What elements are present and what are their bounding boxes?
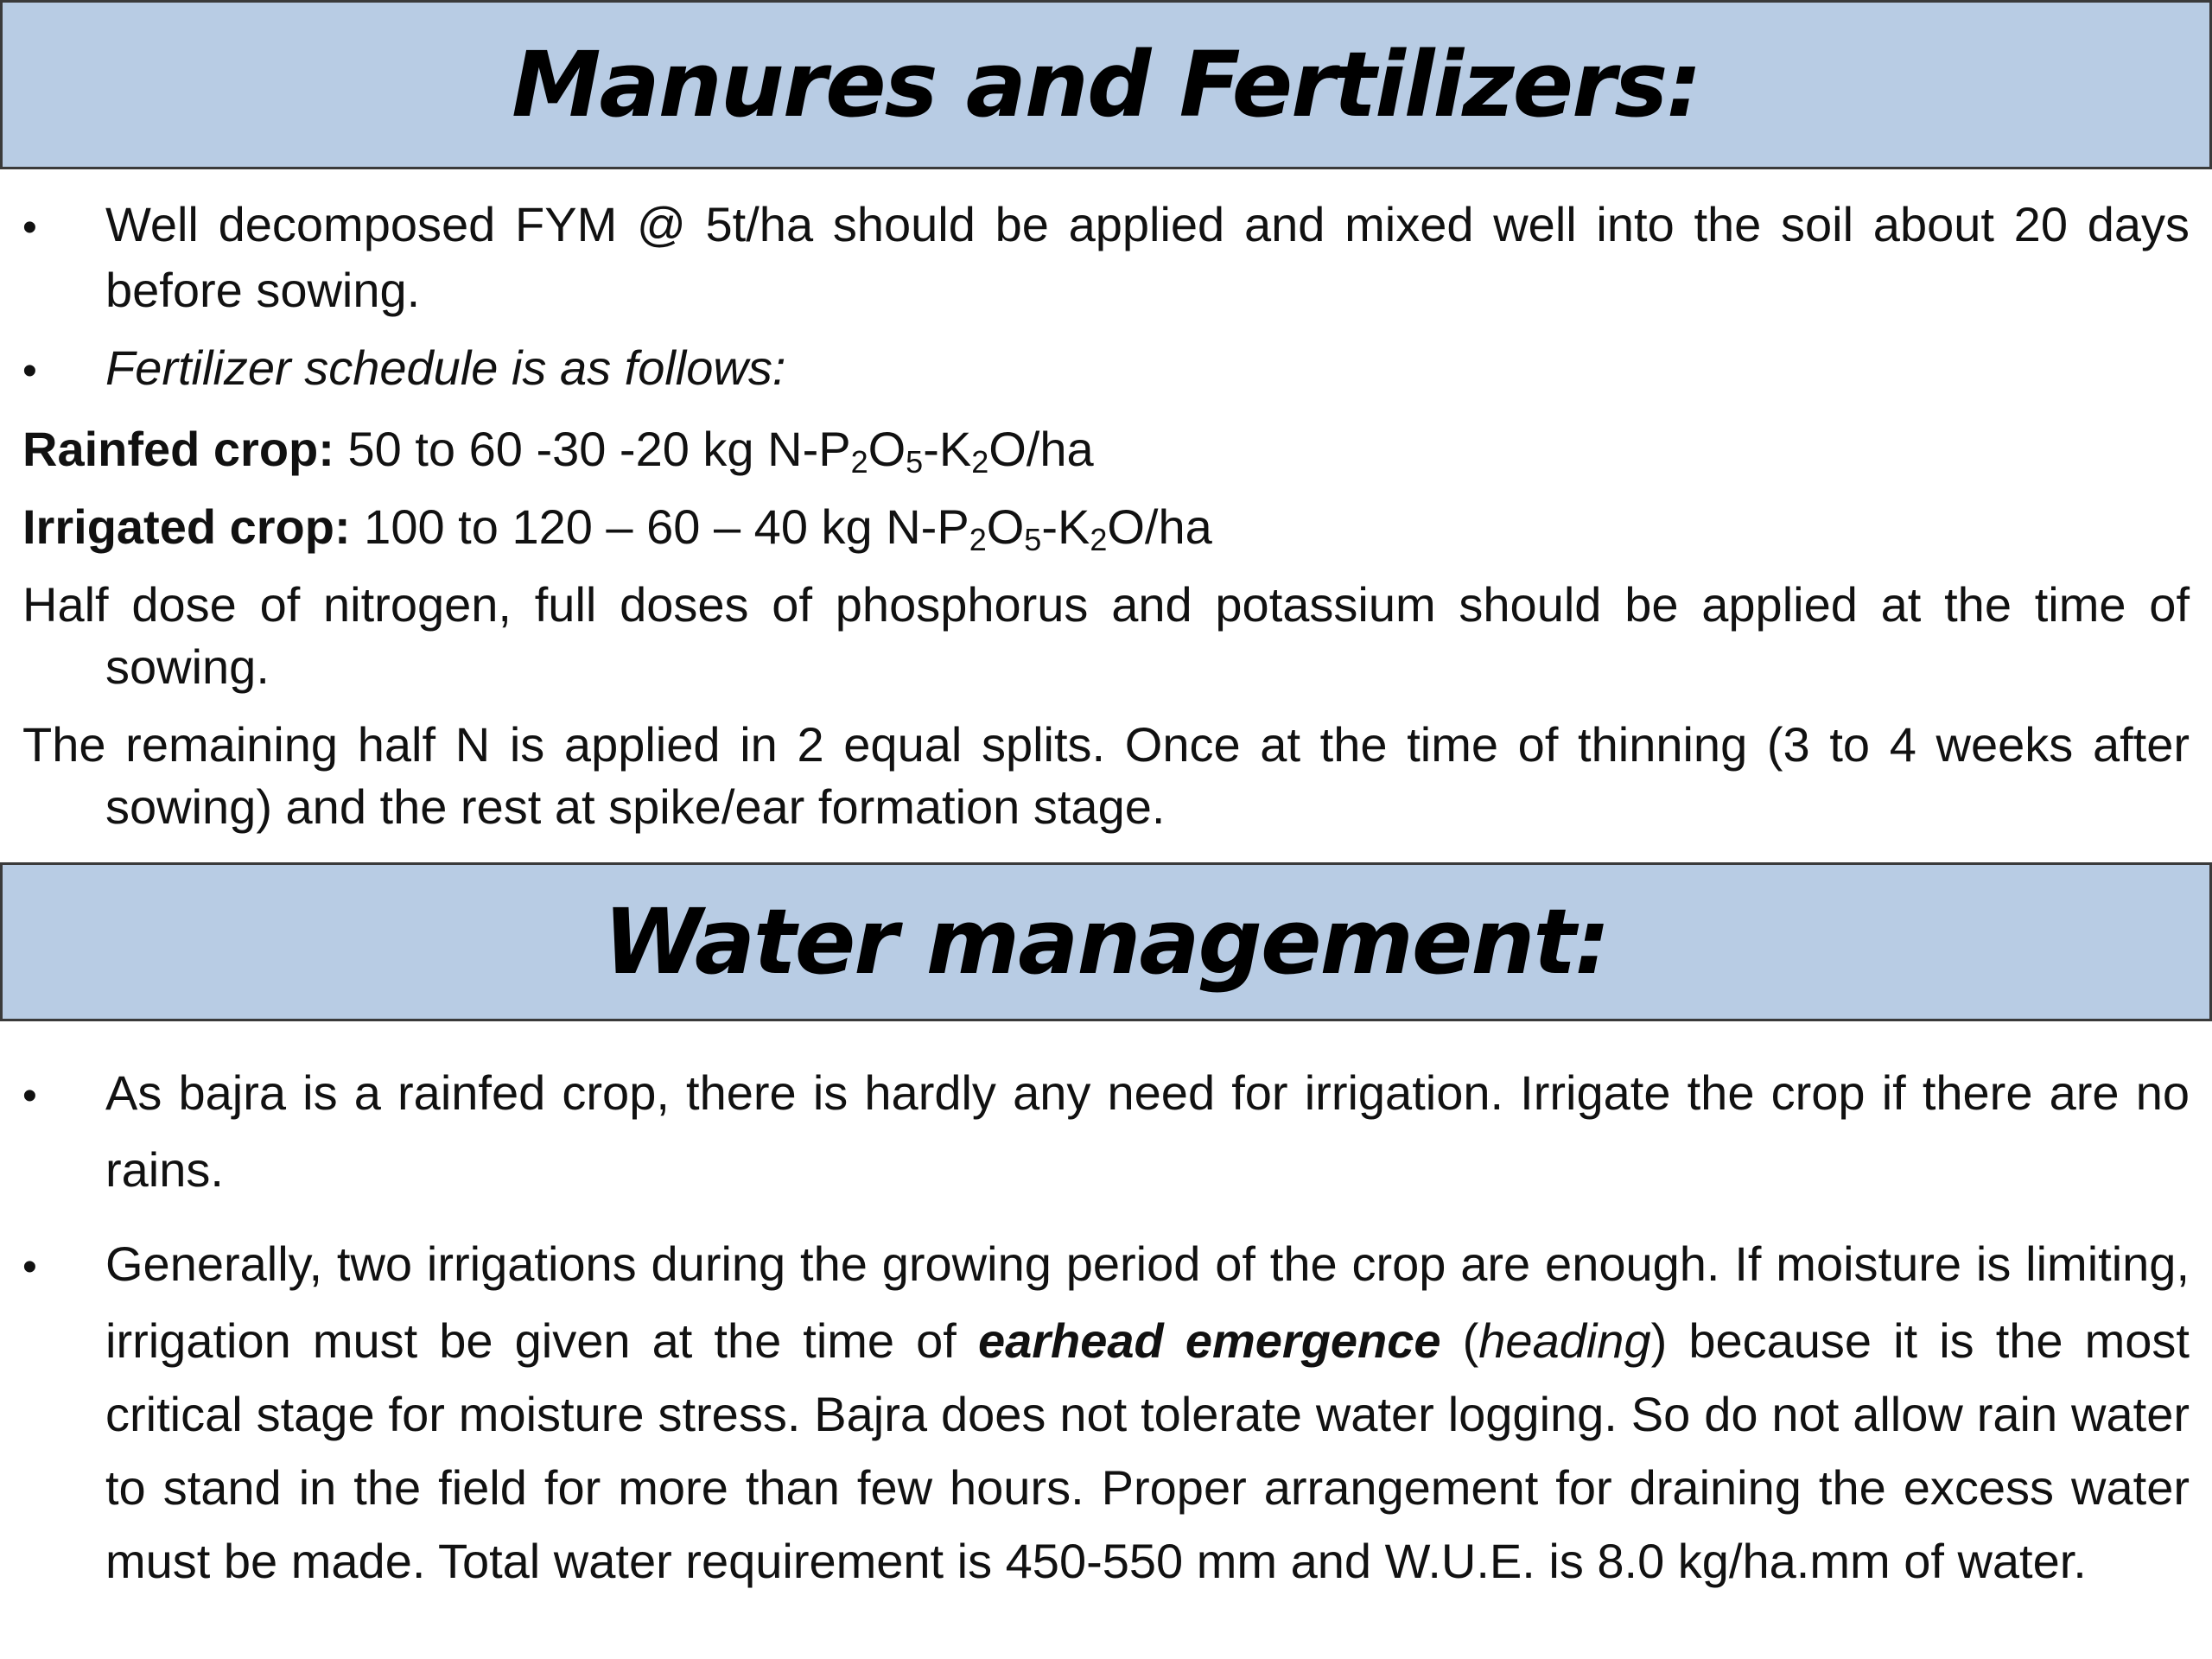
- irrigated-line: [22, 496, 2190, 558]
- rainfed-value: 50 to 60 -30 -20 kg N-P: [334, 422, 851, 476]
- section-manures: [0, 194, 2212, 854]
- remaining-text: The remaining half N is applied in 2 equal splits. Once at the time of thinning (3 to 4 weeks after sowing) and the rest at spike/ear formation stage.: [22, 717, 2190, 834]
- subscript: 5: [906, 444, 924, 480]
- heading-emphasis: heading: [1478, 1313, 1651, 1368]
- heading-water: Water management:: [603, 889, 1609, 995]
- list-item-water-need: [22, 1056, 2190, 1206]
- schedule-text: Fertilizer schedule is as follows:: [105, 340, 786, 395]
- formula-part: O/ha: [988, 422, 1094, 476]
- heading-manures: Manures and Fertilizers:: [512, 32, 1700, 137]
- irrigation-text-3: ) because it is the most critical stage for moisture stress. Bajra does not tolerate water logging. So do not allow rain water to stand in the field for more than few hours. Proper arrangement for draining the excess water must be made. Total water requirement is 450-550 mm and W.U.E. is 8.0 kg/ha.mm of water.: [105, 1313, 2190, 1588]
- formula-part: O: [986, 499, 1025, 554]
- section-header-manures: [0, 0, 2212, 169]
- bullet-icon: •: [22, 205, 37, 251]
- section-header-water: [0, 862, 2212, 1021]
- rainfed-label: Rainfed crop:: [22, 422, 334, 476]
- irrigated-label: Irrigated crop:: [22, 499, 351, 554]
- subscript: 2: [969, 522, 987, 557]
- formula-part: O: [868, 422, 906, 476]
- subscript: 5: [1024, 522, 1042, 557]
- fym-text: Well decomposed FYM @ 5t/ha should be applied and mixed well into the soil about 20 days before sowing.: [105, 197, 2190, 317]
- bullet-icon: •: [22, 1073, 37, 1119]
- irrigated-value: 100 to 120 – 60 – 40 kg N-P: [350, 499, 969, 554]
- half-dose-text: Half dose of nitrogen, full doses of phosphorus and potassium should be applied at the time of sowing.: [22, 577, 2190, 694]
- bullet-icon: •: [22, 348, 37, 394]
- irrigation-text-1: Generally, two irrigations during the growing period of the crop are enough. If moisture is limiting, irrigation must be given at the time of: [105, 1236, 2190, 1368]
- subscript: 2: [971, 444, 989, 480]
- subscript: 2: [1090, 522, 1108, 557]
- earhead-emergence-emphasis: earhead emergence: [977, 1313, 1441, 1368]
- formula-part: -K: [923, 422, 972, 476]
- subscript: 2: [850, 444, 868, 480]
- list-item-schedule: [22, 337, 2190, 403]
- bullet-icon: •: [22, 1244, 37, 1290]
- section-water: [0, 1056, 2212, 1618]
- list-item-irrigation: [22, 1227, 2190, 1598]
- irrigation-text-2: (: [1440, 1313, 1479, 1368]
- list-item-fym: [22, 194, 2190, 321]
- rainfed-line: [22, 418, 2190, 480]
- formula-part: O/ha: [1107, 499, 1212, 554]
- water-need-text: As bajra is a rainfed crop, there is hardly any need for irrigation. Irrigate the crop if there are no rains.: [105, 1065, 2190, 1197]
- formula-part: -K: [1041, 499, 1090, 554]
